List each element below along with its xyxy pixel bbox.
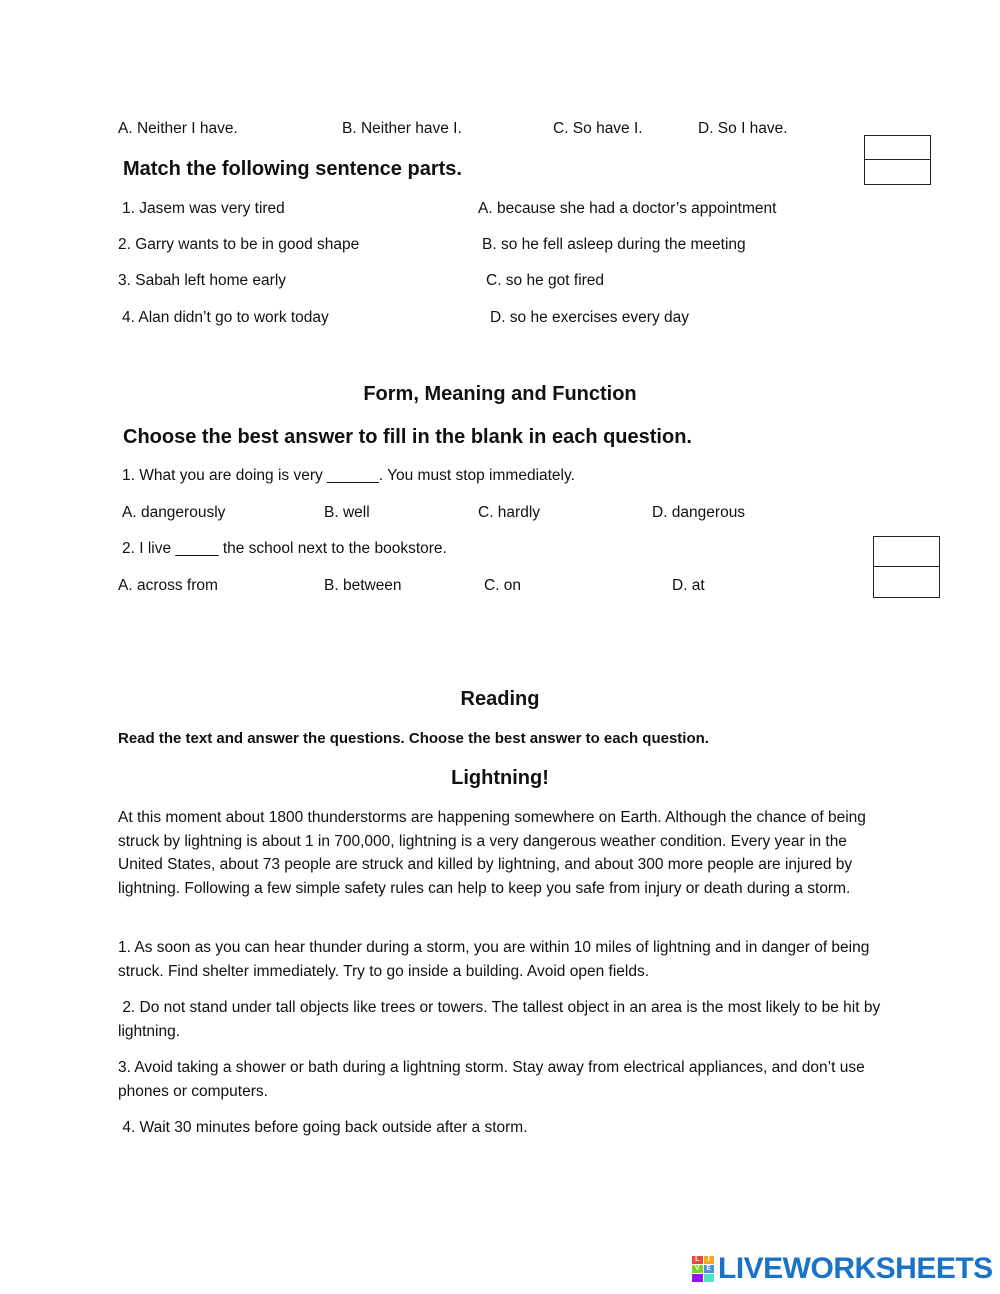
logo-grid-cell: [692, 1274, 703, 1282]
fmf-q2-option-d: D. at: [672, 577, 705, 594]
prev-option-d: D. So I have.: [698, 120, 788, 137]
fmf-question-2: 2. I live _____ the school next to the bookstore.: [122, 540, 447, 557]
match-right-a: A. because she had a doctor’s appointment: [478, 200, 777, 217]
fmf-heading: Form, Meaning and Function: [363, 383, 637, 405]
liveworksheets-logo: [692, 1253, 993, 1285]
reading-paragraph-4: 4. Wait 30 minutes before going back outside after a storm.: [118, 1119, 528, 1136]
fmf-q1-option-b: B. well: [324, 504, 370, 521]
logo-grid-cell: E: [704, 1265, 715, 1273]
reading-instruction: Read the text and answer the questions. Choose the best answer to each question.: [118, 730, 709, 747]
match-right-c: C. so he got fired: [486, 272, 605, 289]
fmf-q1-option-c: C. hardly: [478, 504, 541, 521]
logo-text: LIVEWORKSHEETS: [718, 1252, 993, 1285]
logo-grid-cell: [704, 1274, 715, 1282]
logo-grid-cell: L: [692, 1256, 703, 1264]
reading-paragraph-1: 1. As soon as you can hear thunder during a storm, you are within 10 miles of lightning and in danger of being struck. Find shelter immediately. Try to go inside a building. Avoid open fields.: [118, 939, 870, 980]
match-left-1: 1. Jasem was very tired: [122, 200, 285, 217]
prev-option-c: C. So have I.: [553, 120, 643, 137]
fmf-q1-option-a: A. dangerously: [122, 504, 226, 521]
answer-box[interactable]: [864, 135, 931, 160]
matching-heading: Match the following sentence parts.: [123, 158, 462, 180]
prev-option-a: A. Neither I have.: [118, 120, 238, 137]
reading-paragraph-intro: At this moment about 1800 thunderstorms are happening somewhere on Earth. Although the chance of being struck by lightning is about 1 in 700,000, lightning is a very dangerous weather condition. Every year in the United States, about 73 people are struck and killed by lightning, and about 300 more people are injured by lightning. Following a few simple safety rules can help to keep you safe from injury or death during a storm.: [118, 809, 866, 897]
prev-option-b: B. Neither have I.: [342, 120, 462, 137]
fmf-subheading: Choose the best answer to fill in the blank in each question.: [123, 426, 692, 448]
match-left-2: 2. Garry wants to be in good shape: [118, 236, 360, 253]
fmf-q1-option-d: D. dangerous: [652, 504, 746, 521]
match-right-b: B. so he fell asleep during the meeting: [482, 236, 746, 253]
logo-grid-icon: [692, 1256, 714, 1282]
match-left-4: 4. Alan didn’t go to work today: [122, 309, 329, 326]
reading-paragraph-3: 3. Avoid taking a shower or bath during a lightning storm. Stay away from electrical appliances, and don’t use phones or computers.: [118, 1059, 865, 1100]
reading-paragraph-2: 2. Do not stand under tall objects like trees or towers. The tallest object in an area is the most likely to be hit by lightning.: [118, 999, 885, 1040]
fmf-q2-option-c: C. on: [484, 577, 522, 594]
reading-title: Lightning!: [451, 767, 549, 789]
answer-box[interactable]: [864, 159, 931, 185]
fmf-q2-option-b: B. between: [324, 577, 402, 594]
answer-box[interactable]: [873, 566, 940, 598]
match-left-3: 3. Sabah left home early: [118, 272, 287, 289]
fmf-q2-option-a: A. across from: [118, 577, 218, 594]
reading-heading: Reading: [460, 688, 540, 710]
logo-grid-cell: V: [692, 1265, 703, 1273]
match-right-d: D. so he exercises every day: [490, 309, 690, 326]
logo-grid-cell: I: [704, 1256, 715, 1264]
fmf-question-1: 1. What you are doing is very ______. You must stop immediately.: [122, 467, 575, 484]
answer-box[interactable]: [873, 536, 940, 567]
